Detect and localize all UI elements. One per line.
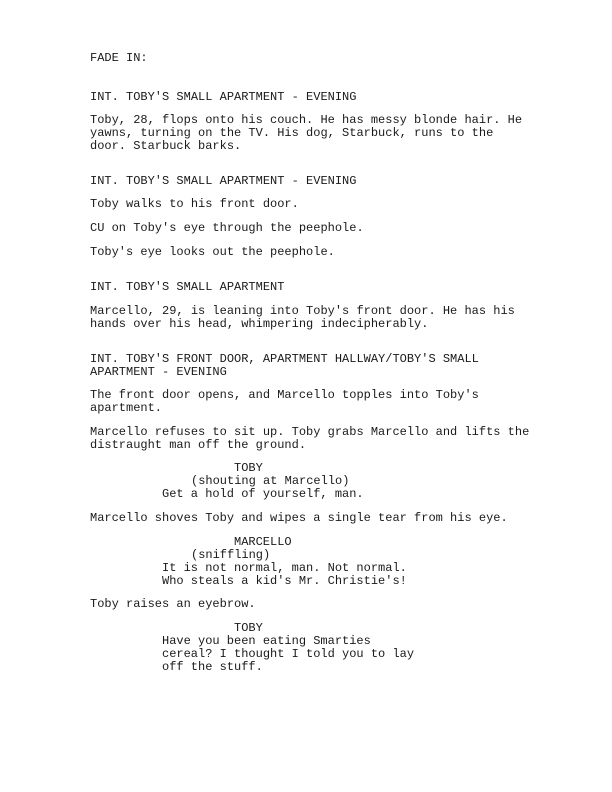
dialogue-line: cereal? I thought I told you to lay xyxy=(162,647,415,661)
transition-fade-in: FADE IN: xyxy=(90,51,148,65)
dialogue-line: Who steals a kid's Mr. Christie's! xyxy=(162,574,407,588)
parenthetical: (shouting at Marcello) xyxy=(191,474,350,488)
dialogue-line: It is not normal, man. Not normal. xyxy=(162,561,407,575)
action-line: Marcello, 29, is leaning into Toby's front door. He has his xyxy=(90,304,515,318)
character-name: MARCELLO xyxy=(234,535,292,549)
character-name: TOBY xyxy=(234,461,263,475)
action-line: Marcello shoves Toby and wipes a single tear from his eye. xyxy=(90,511,508,525)
dialogue-line: off the stuff. xyxy=(162,660,263,674)
action-line: The front door opens, and Marcello topples into Toby's xyxy=(90,388,479,402)
scene-heading: INT. TOBY'S SMALL APARTMENT - EVENING xyxy=(90,174,357,188)
scene-heading: INT. TOBY'S SMALL APARTMENT - EVENING xyxy=(90,90,357,104)
action-line: CU on Toby's eye through the peephole. xyxy=(90,221,364,235)
action-line: Toby walks to his front door. xyxy=(90,197,299,211)
action-line: door. Starbuck barks. xyxy=(90,139,242,153)
action-line: hands over his head, whimpering indecipherably. xyxy=(90,317,429,331)
dialogue-line: Get a hold of yourself, man. xyxy=(162,487,364,501)
action-line: distraught man off the ground. xyxy=(90,438,307,452)
action-line: Toby raises an eyebrow. xyxy=(90,597,256,611)
action-line: Toby, 28, flops onto his couch. He has messy blonde hair. He xyxy=(90,113,523,127)
parenthetical: (sniffling) xyxy=(191,548,271,562)
character-name: TOBY xyxy=(234,621,263,635)
action-line: yawns, turning on the TV. His dog, Starbuck, runs to the xyxy=(90,126,494,140)
action-line: Marcello refuses to sit up. Toby grabs Marcello and lifts the xyxy=(90,425,530,439)
action-line: Toby's eye looks out the peephole. xyxy=(90,245,335,259)
action-line: apartment. xyxy=(90,401,163,415)
dialogue-line: Have you been eating Smarties xyxy=(162,634,371,648)
scene-heading: APARTMENT - EVENING xyxy=(90,365,227,379)
scene-heading: INT. TOBY'S FRONT DOOR, APARTMENT HALLWAY/TOBY'S SMALL xyxy=(90,352,479,366)
scene-heading: INT. TOBY'S SMALL APARTMENT xyxy=(90,280,285,294)
